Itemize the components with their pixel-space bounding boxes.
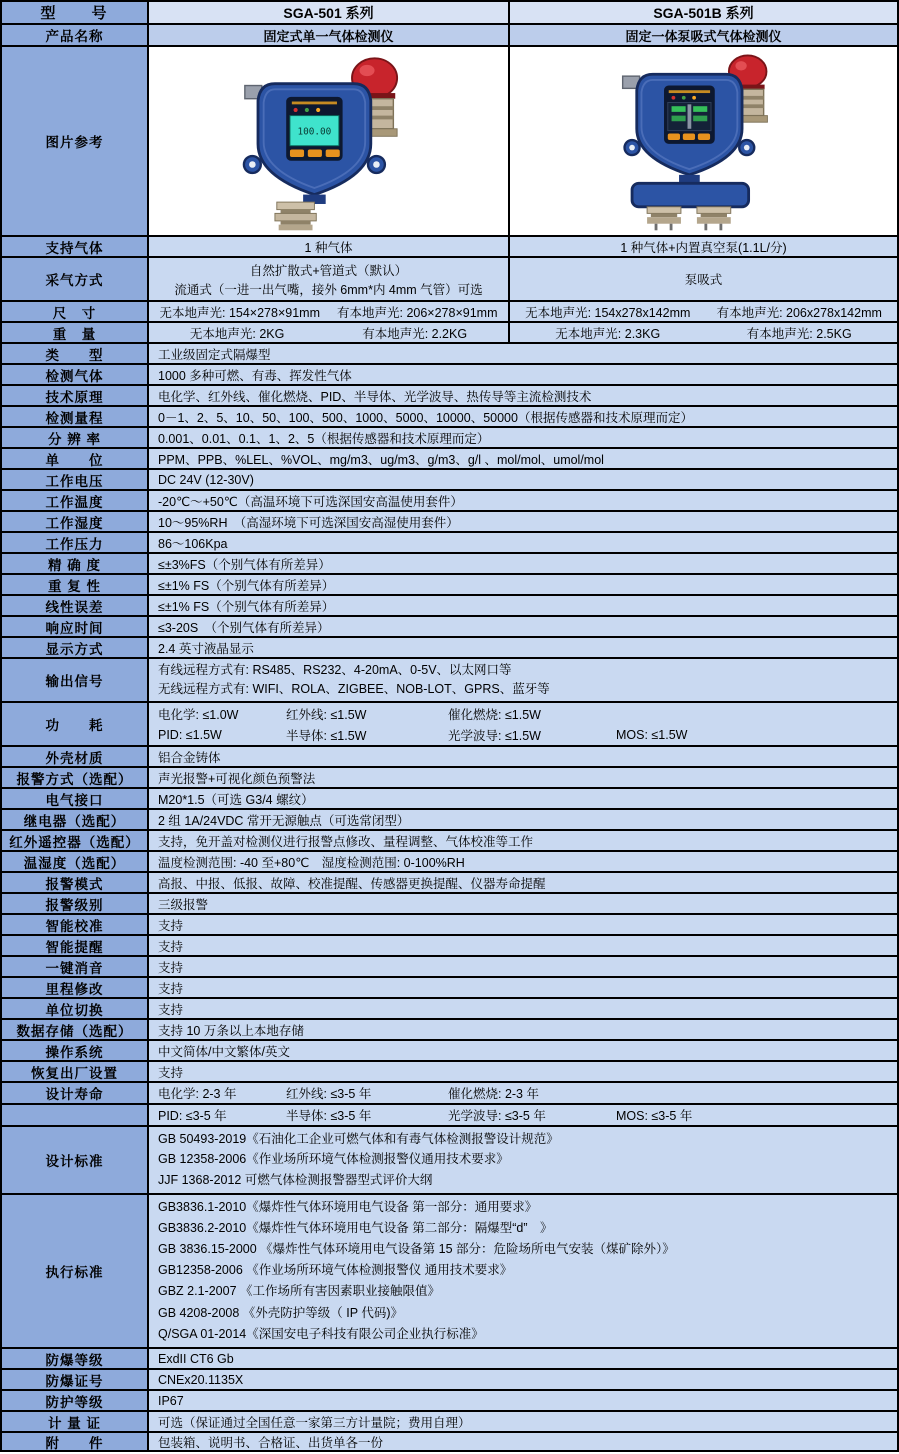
row-label: 型 号: [2, 2, 149, 23]
row-label: 检测气体: [2, 365, 149, 384]
row-value: ≤3-20S （个别气体有所差异）: [149, 617, 897, 636]
row-value-a: SGA-501 系列: [149, 2, 510, 23]
row-value: DC 24V (12-30V): [149, 470, 897, 489]
spec-row-range: [2, 407, 897, 428]
product-image-fixed-detector: [211, 48, 446, 234]
row-label: 检测量程: [2, 407, 149, 426]
product-image-cell-a: [149, 47, 510, 235]
row-label: 技术原理: [2, 386, 149, 405]
row-value: 支持: [149, 999, 897, 1018]
row-label: 恢复出厂设置: [2, 1062, 149, 1081]
row-label: 防爆等级: [2, 1349, 149, 1368]
row-label: 数据存储（选配）: [2, 1020, 149, 1039]
value-segment: 有本地声光: 2.2KG: [362, 326, 468, 341]
row-value: 支持: [149, 978, 897, 997]
row-label: 单位切换: [2, 999, 149, 1018]
row-value: 温度检测范围: -40 至+80℃ 湿度检测范围: 0-100%RH: [149, 852, 897, 871]
gas-sensor-icon: [697, 207, 731, 231]
value-segment: MOS: ≤3-5 年: [616, 1109, 693, 1123]
value-line: 自然扩散式+管道式（默认）: [249, 263, 408, 278]
row-value: [149, 1195, 897, 1347]
row-label: 计 量 证: [2, 1412, 149, 1431]
row-value: 10～95%RH （高湿环境下可选深国安高湿使用套件）: [149, 512, 897, 531]
spec-row-unit-switch: [2, 999, 897, 1020]
row-value: 0.001、0.01、0.1、1、2、5（根据传感器和技术原理而定）: [149, 428, 897, 447]
value-segment: 半导体: ≤1.5W: [286, 728, 367, 743]
row-value: 可选（保证通过全国任意一家第三方计量院；费用自理）: [149, 1412, 897, 1431]
value-line: GB 50493-2019《石油化工企业可燃气体和有毒气体检测报警设计规范》: [158, 1131, 559, 1146]
row-label: 防护等级: [2, 1391, 149, 1410]
value-segment: PID: ≤1.5W: [158, 727, 222, 742]
row-label: 继电器（选配）: [2, 810, 149, 829]
row-value: 铝合金铸体: [149, 747, 897, 766]
spec-row-weight: [2, 323, 897, 344]
row-label: 类 型: [2, 344, 149, 363]
spec-row-smart-remind: [2, 936, 897, 957]
row-value: 支持 10 万条以上本地存储: [149, 1020, 897, 1039]
spec-row-alarm-level: [2, 894, 897, 915]
row-value: 支持: [149, 915, 897, 934]
row-value: 支持: [149, 957, 897, 976]
spec-row-shell: [2, 747, 897, 768]
value-segment: 有本地声光: 206x278x142mm: [716, 305, 882, 320]
row-label: 防爆证号: [2, 1370, 149, 1389]
row-label: 工作压力: [2, 533, 149, 552]
value-line: 流通式（一进一出气嘴，接外 6mm*内 4mm 气管）可选: [174, 282, 483, 297]
value-segment: 半导体: ≤3-5 年: [286, 1109, 372, 1123]
spec-row-type: [2, 344, 897, 365]
row-label: 尺 寸: [2, 302, 149, 321]
row-value: 86～106Kpa: [149, 533, 897, 552]
spec-row-response: [2, 617, 897, 638]
gas-sensor-icon: [275, 202, 316, 230]
spec-row-ir-remote: [2, 831, 897, 852]
spec-row-data-storage: [2, 1020, 897, 1041]
value-segment: 无本地声光: 154x278x142mm: [525, 305, 691, 320]
row-label: 电气接口: [2, 789, 149, 808]
detector-body: [244, 84, 385, 204]
row-value: 中文简体/中文繁体/英文: [149, 1041, 897, 1060]
row-value: 声光报警+可视化颜色预警法: [149, 768, 897, 787]
spec-row-display: [2, 638, 897, 659]
spec-row-power: [2, 703, 897, 747]
row-value: 高报、中报、低报、故障、校准提醒、传感器更换提醒、仪器寿命提醒: [149, 873, 897, 892]
row-label: 工作电压: [2, 470, 149, 489]
spec-row-accessories: [2, 1433, 897, 1450]
row-value-a: 固定式单一气体检测仪: [149, 25, 510, 45]
row-value: 包装箱、说明书、合格证、出货单各一份: [149, 1433, 897, 1450]
value-line: GB3836.2-2010《爆炸性气体环境用电气设备 第二部分：隔爆型“d” 》: [158, 1221, 553, 1236]
row-label: 单 位: [2, 449, 149, 468]
value-line: GBZ 2.1-2007 《工作场所有害因素职业接触限值》: [158, 1284, 440, 1299]
row-value: 支持: [149, 1062, 897, 1081]
row-label: 报警方式（选配）: [2, 768, 149, 787]
value-segment: 无本地声光: 154×278×91mm: [159, 305, 320, 320]
row-value-b: [510, 258, 897, 300]
row-value: 1000 多种可燃、有毒、挥发性气体: [149, 365, 897, 384]
spec-row-pressure: [2, 533, 897, 554]
row-label: 重 量: [2, 323, 149, 342]
row-value-a: [149, 258, 510, 300]
value-segment: 电化学: ≤1.0W: [158, 707, 239, 722]
row-value: M20*1.5（可选 G3/4 螺纹）: [149, 789, 897, 808]
lcd-reading: 100.00: [297, 126, 332, 138]
spec-row-range-modify: [2, 978, 897, 999]
value-line: [149, 1084, 897, 1102]
row-label: 附 件: [2, 1433, 149, 1450]
value-segment: MOS: ≤1.5W: [616, 727, 688, 742]
spec-row-size: [2, 302, 897, 323]
row-label: 功 耗: [2, 703, 149, 745]
row-label: 操作系统: [2, 1041, 149, 1060]
spec-row-work-humidity: [2, 512, 897, 533]
row-value: ExdII CT6 Gb: [149, 1349, 897, 1368]
value-line: GB 4208-2008 《外壳防护等级（ IP 代码)》: [158, 1305, 403, 1320]
spec-row-metering-cert: [2, 1412, 897, 1433]
row-value: ≤±3%FS（个别气体有所差异）: [149, 554, 897, 573]
product-image-pump-detector: [586, 48, 821, 234]
row-value-b: SGA-501B 系列: [510, 2, 897, 23]
row-label: 设计标准: [2, 1127, 149, 1193]
row-value: 2 组 1A/24VDC 常开无源触点（可选常闭型）: [149, 810, 897, 829]
row-value: 电化学、红外线、催化燃烧、PID、半导体、光学波导、热传导等主流检测技术: [149, 386, 897, 405]
row-value: CNEx20.1135X: [149, 1370, 897, 1389]
value-line: GB 3836.15-2000 《爆炸性气体环境用电气设备第 15 部分：危险场所电气安装（煤矿除外）》: [158, 1242, 675, 1257]
row-value: ≤±1% FS（个别气体有所差异）: [149, 575, 897, 594]
row-label: 设计寿命: [2, 1083, 149, 1103]
spec-row-exproof-grade: [2, 1349, 897, 1370]
row-label: 报警级别: [2, 894, 149, 913]
product-image-cell-b: [510, 47, 897, 235]
product-image-wrap: [510, 47, 897, 235]
row-label: 里程修改: [2, 978, 149, 997]
row-label: 智能提醒: [2, 936, 149, 955]
detector-body: [623, 74, 755, 207]
row-value-a: [149, 302, 510, 321]
spec-row-model: [2, 2, 897, 25]
spec-row-work-temp: [2, 491, 897, 512]
spec-row-life2: [2, 1105, 897, 1127]
spec-row-ip-grade: [2, 1391, 897, 1412]
row-value-a: [149, 323, 510, 342]
row-label: 精 确 度: [2, 554, 149, 573]
gas-sensor-icon: [647, 207, 681, 231]
value-segment: 红外线: ≤3-5 年: [286, 1087, 372, 1101]
row-value: 2.4 英寸液晶显示: [149, 638, 897, 657]
row-value-b: [510, 302, 897, 321]
spec-row-smart-cal: [2, 915, 897, 936]
value-segment: PID: ≤3-5 年: [158, 1109, 227, 1123]
row-value: 支持，免开盖对检测仪进行报警点修改、量程调整、气体校准等工作: [149, 831, 897, 850]
row-value: [149, 659, 897, 701]
row-label: 重 复 性: [2, 575, 149, 594]
spec-row-repeatability: [2, 575, 897, 596]
value-segment: 无本地声光: 2KG: [189, 326, 285, 341]
value-segment: 红外线: ≤1.5W: [286, 707, 367, 722]
row-value: 0－1、2、5、10、50、100、500、1000、5000、10000、50000（根据传感器和技术原理而定）: [149, 407, 897, 426]
row-value: IP67: [149, 1391, 897, 1410]
spec-row-alarm-modes: [2, 873, 897, 894]
value-segment: 电化学: 2-3 年: [158, 1087, 237, 1101]
spec-row-product: [2, 25, 897, 47]
row-value: [149, 1105, 897, 1125]
row-value: -20℃～+50℃（高温环境下可选深国安高温使用套件）: [149, 491, 897, 510]
row-label: [2, 1105, 149, 1125]
spec-row-linearity: [2, 596, 897, 617]
row-label: 报警模式: [2, 873, 149, 892]
spec-row-gases: [2, 237, 897, 258]
row-value-a: 1 种气体: [149, 237, 510, 256]
row-value: [149, 1083, 897, 1103]
value-line: Q/SGA 01-2014《深国安电子科技有限公司企业执行标准》: [158, 1326, 484, 1341]
row-label: 采气方式: [2, 258, 149, 300]
row-label: 温湿度（选配）: [2, 852, 149, 871]
spec-row-detect-gas: [2, 365, 897, 386]
row-value-b: [510, 323, 897, 342]
spec-row-unit: [2, 449, 897, 470]
value-line: 无线远程方式有: WIFI、ROLA、ZIGBEE、NOB-LOT、GPRS、蓝牙等: [158, 682, 550, 697]
row-label: 执行标准: [2, 1195, 149, 1347]
row-label: 一键消音: [2, 957, 149, 976]
row-value: 工业级固定式隔爆型: [149, 344, 897, 363]
spec-row-life1: [2, 1083, 897, 1105]
row-label: 工作湿度: [2, 512, 149, 531]
value-segment: 催化燃烧: ≤1.5W: [448, 707, 541, 722]
spec-row-electric-port: [2, 789, 897, 810]
spec-row-voltage: [2, 470, 897, 491]
row-value-b: 固定一体泵吸式气体检测仪: [510, 25, 897, 45]
row-label: 外壳材质: [2, 747, 149, 766]
row-label: 工作温度: [2, 491, 149, 510]
row-value: PPM、PPB、%LEL、%VOL、mg/m3、ug/m3、g/m3、g/l 、mol/mol、umol/mol: [149, 449, 897, 468]
spec-row-exec-std: [2, 1195, 897, 1349]
row-label: 产品名称: [2, 25, 149, 45]
spec-row-relay: [2, 810, 897, 831]
value-line: [149, 705, 897, 723]
row-label: 线性误差: [2, 596, 149, 615]
row-label: 智能校准: [2, 915, 149, 934]
value-line: JJF 1368-2012 可燃气体检测报警器型式评价大纲: [158, 1172, 433, 1187]
row-value: 支持: [149, 936, 897, 955]
row-label: 响应时间: [2, 617, 149, 636]
row-label: 支持气体: [2, 237, 149, 256]
row-label: 输出信号: [2, 659, 149, 701]
row-label: 分 辨 率: [2, 428, 149, 447]
spec-row-factory-reset: [2, 1062, 897, 1083]
value-segment: 有本地声光: 206×278×91mm: [337, 305, 498, 320]
value-line: GB12358-2006 《作业场所环境气体检测报警仪 通用技术要求》: [158, 1263, 513, 1278]
row-value: ≤±1% FS（个别气体有所差异）: [149, 596, 897, 615]
spec-row-alarm-opt: [2, 768, 897, 789]
row-label: 显示方式: [2, 638, 149, 657]
row-value: [149, 703, 897, 745]
product-image-wrap: [149, 47, 508, 235]
value-segment: 光学波导: ≤3-5 年: [448, 1109, 546, 1123]
value-segment: 有本地声光: 2.5KG: [746, 326, 852, 341]
row-value-b: 1 种气体+内置真空泵(1.1L/分): [510, 237, 897, 256]
value-line: GB 12358-2006《作业场所环境气体检测报警仪通用技术要求》: [158, 1152, 509, 1167]
spec-row-resolution: [2, 428, 897, 449]
spec-row-one-key-mute: [2, 957, 897, 978]
row-value: 三级报警: [149, 894, 897, 913]
spec-row-exproof-cert: [2, 1370, 897, 1391]
value-segment: 催化燃烧: 2-3 年: [448, 1087, 539, 1101]
row-label: 红外遥控器（选配）: [2, 831, 149, 850]
spec-row-os: [2, 1041, 897, 1062]
value-line: [149, 1106, 897, 1124]
value-line: 泵吸式: [684, 273, 723, 287]
value-segment: 光学波导: ≤1.5W: [448, 728, 541, 743]
row-value: [149, 1127, 897, 1193]
spec-row-output: [2, 659, 897, 703]
value-line: GB3836.1-2010《爆炸性气体环境用电气设备 第一部分：通用要求》: [158, 1199, 538, 1214]
value-line: 有线远程方式有: RS485、RS232、4-20mA、0-5V、以太网口等: [158, 663, 512, 677]
value-line: [149, 726, 897, 744]
spec-row-image: [2, 47, 897, 237]
spec-row-temp-humidity-opt: [2, 852, 897, 873]
row-label: 图片参考: [2, 47, 149, 235]
spec-row-design-std: [2, 1127, 897, 1195]
value-segment: 无本地声光: 2.3KG: [555, 326, 661, 341]
spec-row-principle: [2, 386, 897, 407]
spec-row-accuracy: [2, 554, 897, 575]
spec-row-sampling: [2, 258, 897, 302]
